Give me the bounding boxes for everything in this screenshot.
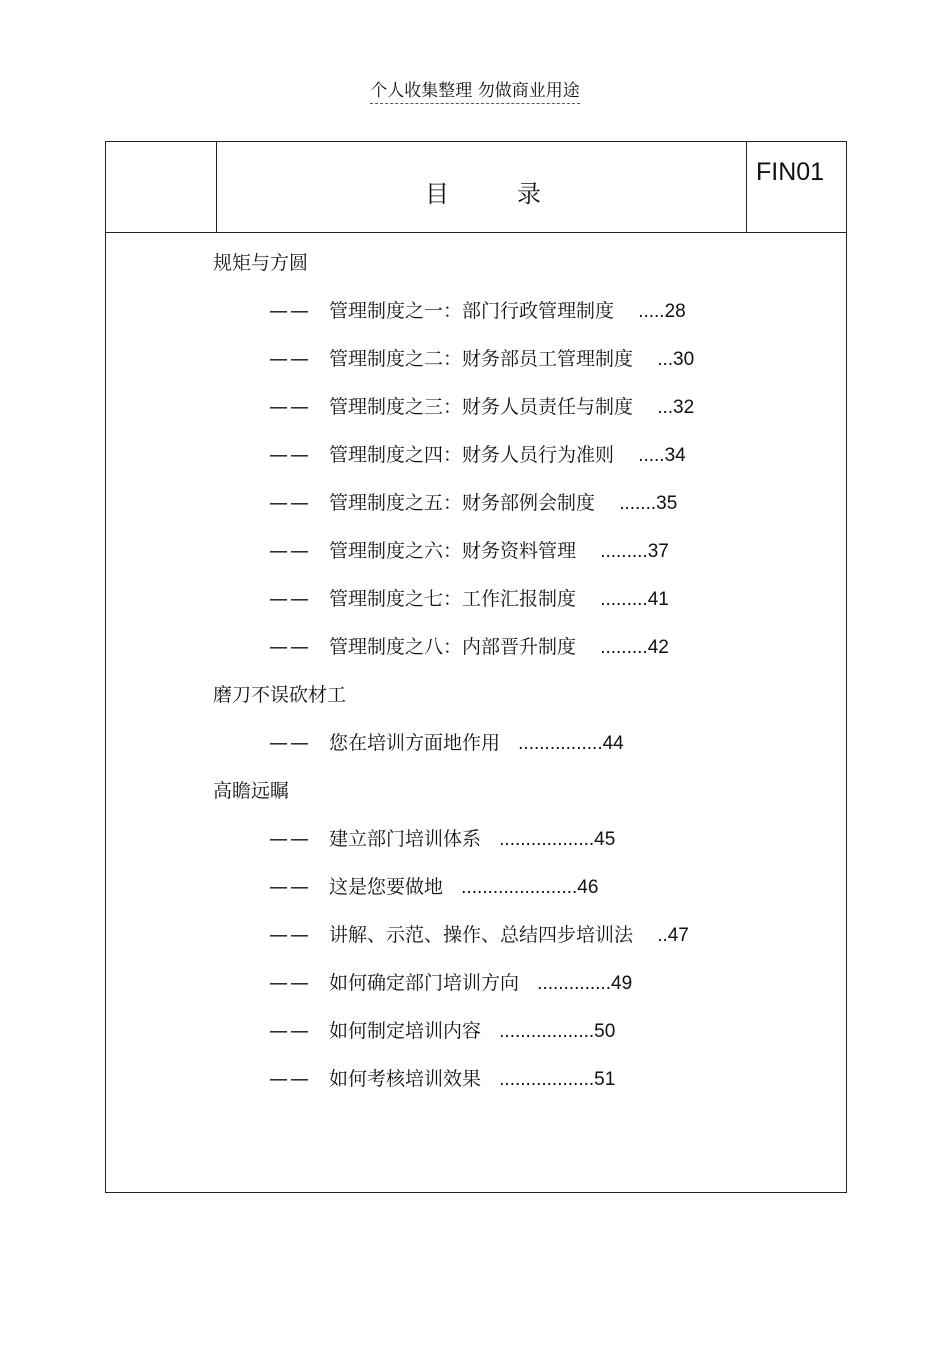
section-heading: 规矩与方圆: [213, 252, 309, 274]
entry-page: ..................50: [499, 1021, 616, 1042]
entry-page: ..................45: [499, 829, 616, 850]
toc-entry[interactable]: [269, 968, 632, 995]
entry-dash: ——: [269, 972, 311, 994]
entry-dash: ——: [269, 924, 311, 946]
toc-entry[interactable]: [269, 1016, 615, 1043]
entry-dash: ——: [269, 540, 311, 562]
entry-dash: ——: [269, 636, 311, 658]
entry-page: ..................51: [499, 1069, 616, 1090]
toc-entry[interactable]: [269, 920, 689, 947]
toc-entry[interactable]: [269, 728, 624, 755]
entry-title: 您在培训方面地作用: [329, 732, 501, 754]
entry-page: ..............49: [537, 973, 633, 994]
toc-entry[interactable]: [269, 536, 669, 563]
entry-page: ................44: [518, 733, 624, 754]
entry-title: 管理制度之七：工作汇报制度: [329, 588, 577, 610]
toc-entry[interactable]: [269, 488, 677, 515]
toc-entry[interactable]: [269, 1064, 615, 1091]
entry-title: 管理制度之四：财务人员行为准则: [329, 444, 615, 466]
entry-title: 管理制度之二：财务部员工管理制度: [329, 348, 634, 370]
toc-entry[interactable]: [269, 440, 686, 467]
watermark-text: 个人收集整理 勿做商业用途: [370, 81, 579, 104]
header-watermark: [0, 76, 950, 101]
toc-entry[interactable]: [269, 344, 694, 371]
entry-title: 管理制度之五：财务部例会制度: [329, 492, 596, 514]
entry-title: 管理制度之一：部门行政管理制度: [329, 300, 615, 322]
entry-page: .........41: [600, 589, 669, 610]
toc-entry[interactable]: [269, 872, 598, 899]
header-left-cell: [106, 142, 217, 232]
document-code: FIN01: [756, 158, 825, 186]
entry-dash: ——: [269, 828, 311, 850]
entry-dash: ——: [269, 1020, 311, 1042]
entry-title: 讲解、示范、操作、总结四步培训法: [329, 924, 634, 946]
entry-dash: ——: [269, 732, 311, 754]
entry-title: 建立部门培训体系: [329, 828, 482, 850]
entry-dash: ——: [269, 348, 311, 370]
entry-title: 这是您要做地: [329, 876, 444, 898]
entry-page: ......................46: [461, 877, 599, 898]
toc-entry[interactable]: [269, 392, 694, 419]
entry-page: ...30: [657, 349, 695, 370]
entry-title: 如何考核培训效果: [329, 1068, 482, 1090]
entry-dash: ——: [269, 492, 311, 514]
section-heading: 高瞻远瞩: [213, 780, 290, 802]
toc-entry[interactable]: [269, 824, 615, 851]
toc-entry[interactable]: [269, 632, 669, 659]
header-code-cell: [746, 142, 847, 232]
entry-page: .....34: [638, 445, 686, 466]
entry-page: .....28: [638, 301, 686, 322]
entry-page: ...32: [657, 397, 695, 418]
entry-page: .........37: [600, 541, 669, 562]
entry-dash: ——: [269, 396, 311, 418]
entry-dash: ——: [269, 588, 311, 610]
entry-title: 管理制度之六：财务资料管理: [329, 540, 577, 562]
header-title-cell: [220, 142, 746, 232]
entry-page: .......35: [619, 493, 678, 514]
entry-title: 管理制度之八：内部晋升制度: [329, 636, 577, 658]
entry-title: 如何制定培训内容: [329, 1020, 482, 1042]
entry-dash: ——: [269, 876, 311, 898]
toc-entry[interactable]: [269, 296, 686, 323]
entry-page: .........42: [600, 637, 669, 658]
entry-dash: ——: [269, 300, 311, 322]
entry-title: 如何确定部门培训方向: [329, 972, 520, 994]
header-row: [106, 142, 846, 233]
toc-entry[interactable]: [269, 584, 669, 611]
toc-frame: [105, 141, 847, 1193]
entry-dash: ——: [269, 444, 311, 466]
section-heading: 磨刀不误砍材工: [213, 684, 347, 706]
entry-page: ..47: [657, 925, 689, 946]
entry-dash: ——: [269, 1068, 311, 1090]
page-title: 目录: [425, 180, 609, 208]
entry-title: 管理制度之三：财务人员责任与制度: [329, 396, 634, 418]
